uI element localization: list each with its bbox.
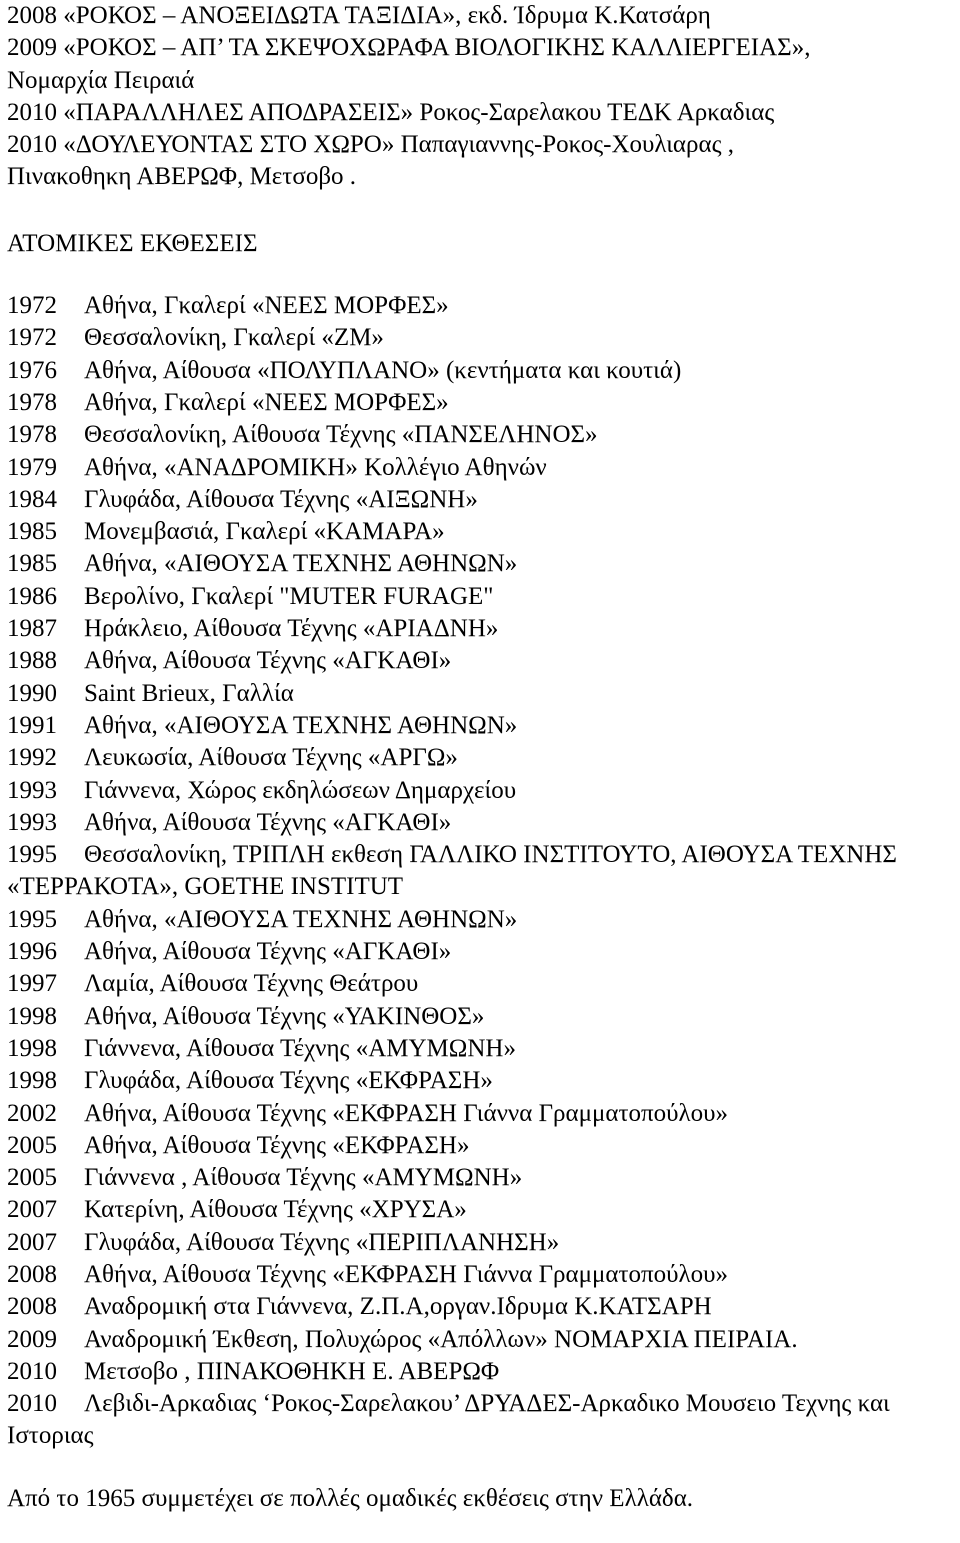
- exhibition-entry: [7, 1194, 957, 1226]
- exhibition-entry: [7, 1098, 957, 1130]
- exhibition-year: 1988: [7, 647, 57, 675]
- exhibition-entry: [7, 1291, 957, 1323]
- exhibition-year: 2005: [7, 1164, 57, 1192]
- exhibition-entry: [7, 1130, 957, 1162]
- exhibition-year: 1986: [7, 582, 57, 610]
- exhibition-year: 1998: [7, 1067, 57, 1095]
- exhibition-year: 1976: [7, 356, 57, 384]
- exhibition-year: 2008: [7, 1260, 57, 1288]
- exhibition-text: Γιάννενα, Αίθουσα Τέχνης «ΑΜΥΜΩΝΗ»: [84, 1034, 516, 1062]
- exhibition-entry: [7, 710, 957, 742]
- exhibition-year: 1979: [7, 453, 57, 481]
- exhibition-entry: [7, 678, 957, 710]
- exhibition-entry: [7, 1033, 957, 1065]
- entry-line: 2009 «ΡΟΚΟΣ – ΑΠ’ ΤΑ ΣΚΕΨΟΧΩΡΑΦΑ ΒΙΟΛΟΓΙΚΗΣ ΚΑΛΛΙΕΡΓΕΙΑΣ»,: [7, 34, 811, 62]
- exhibition-year: 1978: [7, 388, 57, 416]
- exhibition-year: 2010: [7, 1390, 57, 1418]
- exhibition-text: Γλυφάδα, Αίθουσα Τέχνης «ΕΚΦΡΑΣΗ»: [84, 1067, 493, 1095]
- exhibition-text: Ηράκλειο, Αίθουσα Τέχνης «ΑΡΙΑΔΝΗ»: [84, 615, 499, 643]
- exhibition-text: Αθήνα, Αίθουσα Τέχνης «ΕΚΦΡΑΣΗ»: [84, 1131, 470, 1159]
- exhibition-year: 1990: [7, 679, 57, 707]
- exhibition-text: Αναδρομική στα Γιάννενα, Ζ.Π.Α,οργαν.Ιδρυμα Κ.ΚΑΤΣΑΡΗ: [84, 1293, 712, 1321]
- exhibition-entry: [7, 775, 957, 807]
- exhibition-text: Γλυφάδα, Αίθουσα Τέχνης «ΑΙΞΩΝΗ»: [84, 485, 478, 513]
- exhibition-text: Αθήνα, Αίθουσα Τέχνης «ΕΚΦΡΑΣΗ Γιάννα Γραμματοπούλου»: [84, 1260, 729, 1288]
- exhibition-text: Λευκωσία, Αίθουσα Τέχνης «ΑΡΓΩ»: [84, 744, 458, 772]
- exhibition-entry: [7, 1356, 957, 1388]
- exhibition-year: 1998: [7, 1002, 57, 1030]
- exhibition-text: Βερολίνο, Γκαλερί "MUTER FURAGE": [84, 582, 494, 610]
- exhibition-entry: [7, 1388, 957, 1453]
- exhibition-year: 1972: [7, 292, 57, 320]
- exhibition-entry: [7, 355, 957, 387]
- exhibition-text: Αθήνα, Αίθουσα Τέχνης «ΑΓΚΑΘΙ»: [84, 938, 452, 966]
- exhibition-year: 1991: [7, 711, 57, 739]
- exhibition-year: 2009: [7, 1325, 57, 1353]
- exhibition-entry: [7, 322, 957, 354]
- exhibition-year: 2008: [7, 1293, 57, 1321]
- exhibition-year: 1985: [7, 518, 57, 546]
- exhibition-year: 1984: [7, 485, 57, 513]
- exhibition-year: 1995: [7, 841, 57, 869]
- exhibition-text: Αθήνα, Γκαλερί «ΝΕΕΣ ΜΟΡΦΕΣ»: [84, 388, 449, 416]
- exhibition-entry: [7, 516, 957, 548]
- closing-statement: Από το 1965 συμμετέχει σε πολλές ομαδικές εκθέσεις στην Ελλάδα.: [7, 1484, 694, 1512]
- exhibition-text: Κατερίνη, Αίθουσα Τέχνης «ΧΡΥΣΑ»: [84, 1196, 467, 1224]
- entry-line: Νομαρχία Πειραιά: [7, 66, 195, 94]
- section-heading: ΑΤΟΜΙΚΕΣ ΕΚΘΕΣΕΙΣ: [7, 229, 258, 257]
- exhibition-text: Αθήνα, Αίθουσα Τέχνης «ΥΑΚΙΝΘΟΣ»: [84, 1002, 485, 1030]
- exhibition-text: Θεσσαλονίκη, Γκαλερί «ΖΜ»: [84, 324, 384, 352]
- exhibition-entry: [7, 484, 957, 516]
- entry-line: Πινακοθηκη ΑΒΕΡΩΦ, Μετσοβο .: [7, 163, 357, 191]
- exhibition-year: 2002: [7, 1099, 57, 1127]
- exhibition-entry: [7, 452, 957, 484]
- exhibition-entry: [7, 1259, 957, 1291]
- exhibition-text: Αθήνα, Αίθουσα Τέχνης «ΑΓΚΑΘΙ»: [84, 647, 452, 675]
- exhibition-entry: [7, 936, 957, 968]
- exhibition-entry: [7, 548, 957, 580]
- exhibition-text: Μετσοβο , ΠΙΝΑΚΟΘΗΚΗ Ε. ΑΒΕΡΩΦ: [84, 1357, 500, 1385]
- exhibition-year: 2010: [7, 1357, 57, 1385]
- exhibition-text: Θεσσαλονίκη, Αίθουσα Τέχνης «ΠΑΝΣΕΛΗΝΟΣ»: [84, 421, 598, 449]
- exhibition-entry: [7, 581, 957, 613]
- exhibition-entry: [7, 807, 957, 839]
- exhibition-year: 2007: [7, 1228, 57, 1256]
- exhibition-text: Γλυφάδα, Αίθουσα Τέχνης «ΠΕΡΙΠΛΑΝΗΣΗ»: [84, 1228, 560, 1256]
- exhibition-text: Αθήνα, Αίθουσα Τέχνης «ΑΓΚΑΘΙ»: [84, 808, 452, 836]
- exhibition-text: Μονεμβασιά, Γκαλερί «ΚΑΜΑΡΑ»: [84, 518, 445, 546]
- document-page: [7, 0, 957, 1515]
- exhibition-text: Αθήνα, Αίθουσα Τέχνης «ΕΚΦΡΑΣΗ Γιάννα Γραμματοπούλου»: [84, 1099, 729, 1127]
- exhibition-year: 2007: [7, 1196, 57, 1224]
- entry-line: 2010 «ΠΑΡΑΛΛΗΛΕΣ ΑΠΟΔΡΑΣΕΙΣ» Ροκος-Σαρελακου ΤΕΔΚ Αρκαδιας: [7, 98, 775, 126]
- exhibition-text: Αθήνα, «ΑΙΘΟΥΣΑ ΤΕΧΝΗΣ ΑΘΗΝΩΝ»: [84, 905, 518, 933]
- exhibition-year: 1998: [7, 1034, 57, 1062]
- exhibition-entry: [7, 645, 957, 677]
- previous-entries: [7, 0, 957, 194]
- exhibition-year: 1993: [7, 776, 57, 804]
- exhibition-entry: [7, 387, 957, 419]
- exhibition-year: 1996: [7, 938, 57, 966]
- exhibition-text: Αθήνα, «ΑΝΑΔΡΟΜΙΚΗ» Κολλέγιο Αθηνών: [84, 453, 547, 481]
- exhibition-year: 1997: [7, 970, 57, 998]
- exhibition-entry: [7, 290, 957, 322]
- exhibition-text: Αθήνα, Γκαλερί «ΝΕΕΣ ΜΟΡΦΕΣ»: [84, 292, 449, 320]
- exhibition-entry: [7, 1001, 957, 1033]
- exhibition-text: Αναδρομική Έκθεση, Πολυχώρος «Απόλλων» ΝΟΜΑΡΧΙΑ ΠΕΙΡΑΙΑ.: [84, 1325, 798, 1353]
- exhibition-text: Λαμία, Αίθουσα Τέχνης Θεάτρου: [84, 970, 419, 998]
- exhibition-text: Γιάννενα, Χώρος εκδηλώσεων Δημαρχείου: [84, 776, 517, 804]
- exhibition-text: Αθήνα, «ΑΙΘΟΥΣΑ ΤΕΧΝΗΣ ΑΘΗΝΩΝ»: [84, 550, 518, 578]
- exhibition-entry: [7, 904, 957, 936]
- entry-line: 2010 «ΔΟΥΛΕΥΟΝΤΑΣ ΣΤΟ ΧΩΡΟ» Παπαγιαννης-Ροκος-Χουλιαρας ,: [7, 131, 734, 159]
- exhibition-year: 1972: [7, 324, 57, 352]
- exhibition-entry: [7, 742, 957, 774]
- exhibition-entry: [7, 968, 957, 1000]
- exhibition-text: Αθήνα, Αίθουσα «ΠΟΛΥΠΛΑΝΟ» (κεντήματα και κουτιά): [84, 356, 682, 384]
- exhibition-entry: [7, 839, 957, 904]
- exhibition-year: 1993: [7, 808, 57, 836]
- exhibition-entry: [7, 1162, 957, 1194]
- exhibition-year: 1987: [7, 615, 57, 643]
- exhibition-entry: [7, 613, 957, 645]
- exhibition-year: 1978: [7, 421, 57, 449]
- exhibition-entry: [7, 1227, 957, 1259]
- exhibition-entry: [7, 1065, 957, 1097]
- exhibition-text: Αθήνα, «ΑΙΘΟΥΣΑ ΤΕΧΝΗΣ ΑΘΗΝΩΝ»: [84, 711, 518, 739]
- exhibition-text: Γιάννενα , Αίθουσα Τέχνης «ΑΜΥΜΩΝΗ»: [84, 1164, 523, 1192]
- exhibition-entry: [7, 1324, 957, 1356]
- exhibitions-list: [7, 290, 957, 1453]
- exhibition-year: 1985: [7, 550, 57, 578]
- exhibition-entry: [7, 419, 957, 451]
- exhibition-text: Λεβιδι-Αρκαδιας ‘Ροκος-Σαρελακου’ ΔΡΥΑΔΕΣ-Αρκαδικο Μουσειο Τεχνης και Ιστοριας: [7, 1390, 890, 1450]
- exhibition-year: 2005: [7, 1131, 57, 1159]
- exhibition-year: 1992: [7, 744, 57, 772]
- exhibition-text: Saint Brieux, Γαλλία: [84, 679, 294, 707]
- exhibition-year: 1995: [7, 905, 57, 933]
- entry-line: 2008 «ΡΟΚΟΣ – ΑΝΟΞΕΙΔΩΤΑ ΤΑΞΙΔΙΑ», εκδ. Ίδρυμα Κ.Κατσάρη: [7, 2, 711, 29]
- exhibition-text: Θεσσαλονίκη, ΤΡΙΠΛΗ εκθεση ΓΑΛΛΙΚΟ ΙΝΣΤΙΤΟΥΤΟ, ΑΙΘΟΥΣΑ ΤΕΧΝΗΣ «ΤΕΡΡΑΚΟΤΑ», GOETHE INSTITUT: [7, 841, 897, 901]
